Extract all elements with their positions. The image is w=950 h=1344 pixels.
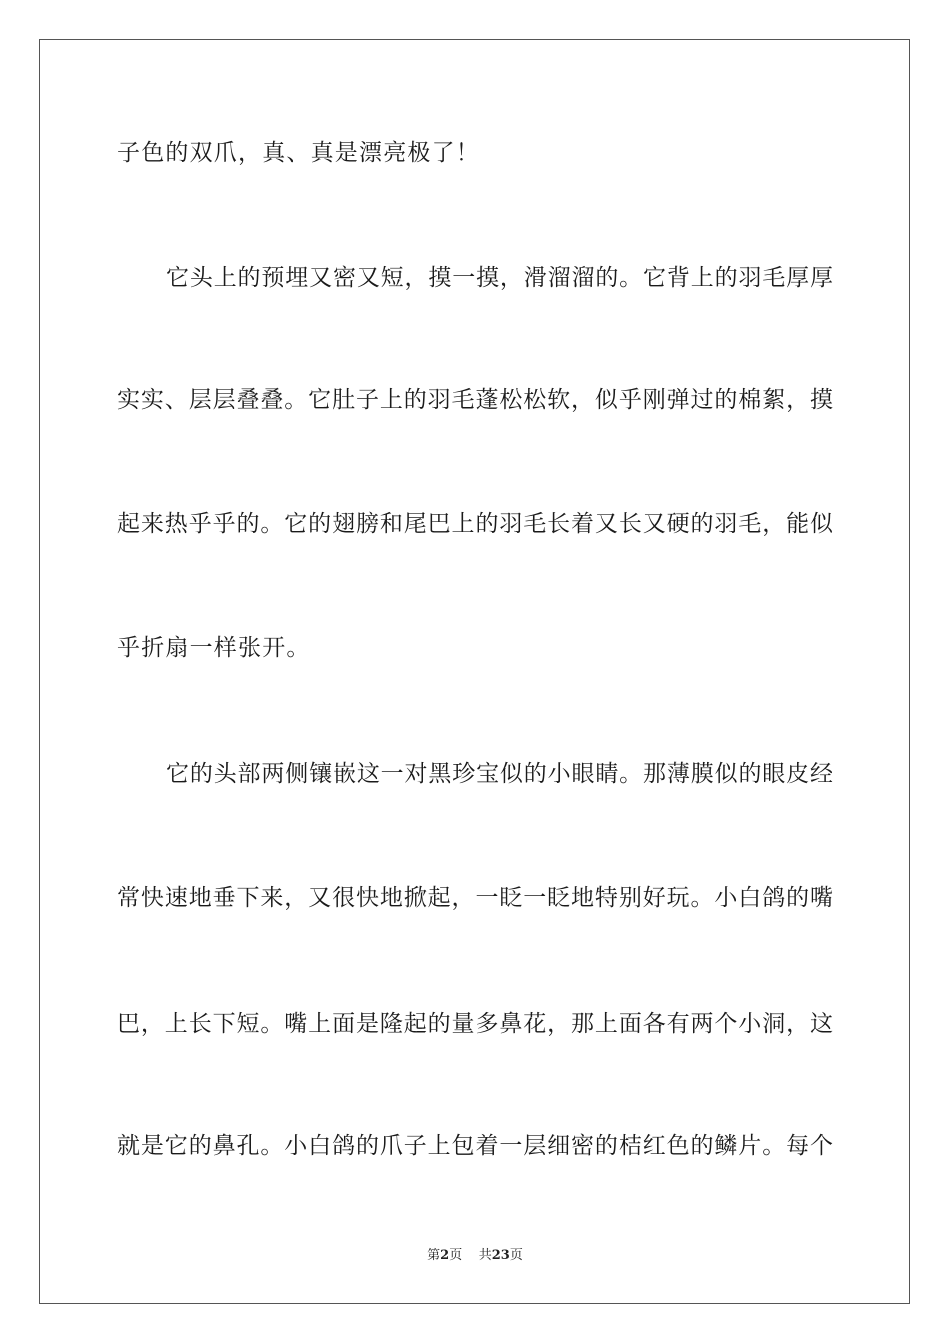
page-current: 2 (440, 1248, 450, 1263)
page-prefix: 第 (427, 1248, 441, 1263)
total-prefix: 共 (478, 1248, 492, 1263)
text-line: 子色的双爪，真、真是漂亮极了！ (117, 140, 480, 166)
text-line: 常快速地垂下来，又很快地掀起，一眨一眨地特别好玩。小白鸽的嘴 (117, 885, 833, 911)
text-line: 实实、层层叠叠。它肚子上的羽毛蓬松松软，似乎刚弹过的棉絮，摸 (117, 387, 833, 413)
paragraph-first-line: 它的头部两侧镶嵌这一对黑珍宝似的小眼睛。那薄膜似的眼皮经 (166, 761, 833, 787)
text-line: 起来热乎乎的。它的翅膀和尾巴上的羽毛长着又长又硬的羽毛，能似 (117, 511, 833, 537)
text-line: 就是它的鼻孔。小白鸽的爪子上包着一层细密的桔红色的鳞片。每个 (117, 1133, 833, 1159)
text-line: 巴，上长下短。嘴上面是隆起的量多鼻花，那上面各有两个小洞，这 (117, 1011, 833, 1037)
page-total: 23 (491, 1248, 510, 1263)
text-line: 乎折扇一样张开。 (117, 635, 311, 661)
total-suffix: 页 (509, 1248, 523, 1263)
page-border (39, 39, 910, 1304)
page-footer (0, 1247, 950, 1265)
page-suffix: 页 (449, 1248, 463, 1263)
paragraph-first-line: 它头上的预埋又密又短，摸一摸，滑溜溜的。它背上的羽毛厚厚 (166, 265, 833, 291)
